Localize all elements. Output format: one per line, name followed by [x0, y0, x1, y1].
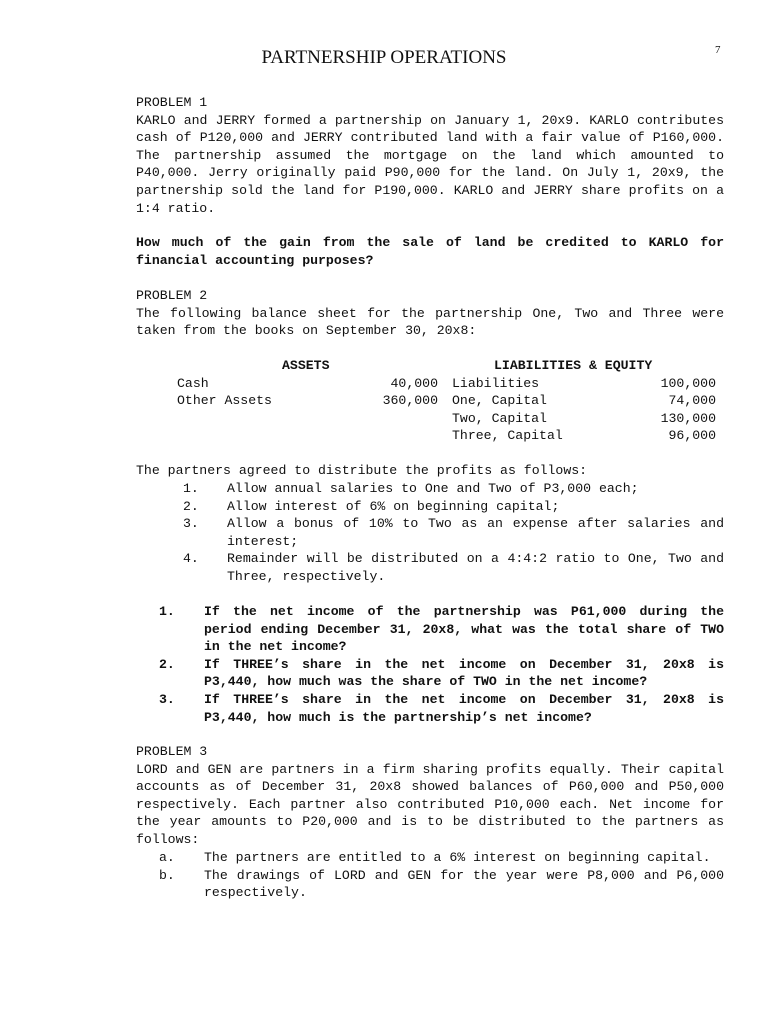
- liability-value: 96,000: [668, 428, 716, 444]
- list-item-text: The drawings of LORD and GEN for the year were P8,000 and P6,000 respectively.: [204, 867, 724, 901]
- problem-3-heading: PROBLEM 3: [136, 744, 208, 759]
- asset-label: Cash: [177, 375, 209, 391]
- list-item-text: The partners are entitled to a 6% interest on beginning capital.: [204, 850, 711, 865]
- list-item: [136, 480, 724, 498]
- liability-label: Three, Capital: [452, 428, 563, 444]
- problem-1-question: How much of the gain from the sale of land be credited to KARLO for financial accounting purposes?: [136, 235, 724, 268]
- list-item: [136, 550, 724, 585]
- problem-2-questions: [136, 603, 724, 726]
- question-number: 3.: [159, 691, 175, 707]
- list-item-number: 2.: [183, 498, 199, 514]
- problem-3: [136, 743, 724, 849]
- page-number: 7: [715, 44, 721, 56]
- asset-label: Other Assets: [177, 393, 272, 409]
- list-item-letter: b.: [159, 867, 175, 883]
- list-item: [136, 867, 724, 902]
- assets-header: ASSETS: [282, 358, 330, 373]
- liability-value: 100,000: [660, 375, 716, 391]
- list-item-text: Remainder will be distributed on a 4:4:2 ratio to One, Two and Three, respectively.: [227, 551, 724, 584]
- liabilities-equity-header: LIABILITIES & EQUITY: [494, 358, 653, 373]
- list-item-text: Allow interest of 6% on beginning capital;: [227, 498, 560, 514]
- problem-2-heading: PROBLEM 2: [136, 288, 208, 303]
- balance-sheet-table: [136, 357, 724, 447]
- asset-value: 40,000: [390, 375, 438, 391]
- list-item-number: 1.: [183, 481, 199, 496]
- distribution-list: [136, 480, 724, 586]
- liability-label: Liabilities: [452, 375, 540, 391]
- list-item-letter: a.: [159, 850, 175, 865]
- liability-label: Two, Capital: [452, 410, 547, 426]
- problem-1-body: KARLO and JERRY formed a partnership on January 1, 20x9. KARLO contributes cash of P120,000 and JERRY contributed land with a fair value of P160,000. The partnership assumed the mortgage on the land which amounted to P40,000. Jerry originally paid P90,000 for the land. On July 1, 20x9, the partnership sold the land for P190,000. KARLO and JERRY share profits on a 1:4 ratio.: [136, 112, 724, 216]
- page-title: PARTNERSHIP OPERATIONS: [261, 47, 507, 68]
- asset-value: 360,000: [382, 393, 438, 409]
- list-item-number: 3.: [183, 516, 199, 532]
- problem-3-body: LORD and GEN are partners in a firm sharing profits equally. Their capital accounts as of December 31, 20x8 showed balances of P60,000 and P50,000 respectively. Each partner also contributed P10,000 each. Net income for the year amounts to P20,000 and is to be distributed to the partners as follows:: [136, 761, 724, 847]
- question-number: 2.: [159, 656, 175, 672]
- problem-1: [136, 94, 724, 217]
- liability-value: 130,000: [660, 410, 716, 426]
- distribution-intro: The partners agreed to distribute the profits as follows:: [136, 463, 588, 478]
- question-item: [136, 656, 724, 691]
- question-item: [136, 691, 724, 726]
- list-item-number: 4.: [183, 551, 199, 567]
- question-number: 1.: [159, 604, 175, 619]
- question-text: If THREE’s share in the net income on December 31, 20x8 is P3,440, how much is the partnership’s net income?: [204, 691, 724, 725]
- question-item: [136, 603, 724, 656]
- question-text: If the net income of the partnership was P61,000 during the period ending December 31, 20x8, what was the total share of TWO in the net income?: [204, 604, 724, 655]
- question-text: If THREE’s share in the net income on December 31, 20x8 is P3,440, how much was the share of TWO in the net income?: [204, 656, 724, 690]
- list-item-text: Allow a bonus of 10% to Two as an expense after salaries and interest;: [227, 516, 724, 549]
- list-item-text: Allow annual salaries to One and Two of P3,000 each;: [227, 481, 639, 496]
- problem-3-list: [136, 849, 724, 902]
- liability-label: One, Capital: [452, 393, 547, 409]
- problem-1-heading: PROBLEM 1: [136, 95, 208, 110]
- list-item: [136, 498, 724, 516]
- problem-2-body: The following balance sheet for the partnership One, Two and Three were taken from the books on September 30, 20x8:: [136, 305, 724, 339]
- liability-value: 74,000: [668, 393, 716, 409]
- list-item: [136, 849, 724, 867]
- list-item: [136, 515, 724, 550]
- problem-2: [136, 287, 724, 340]
